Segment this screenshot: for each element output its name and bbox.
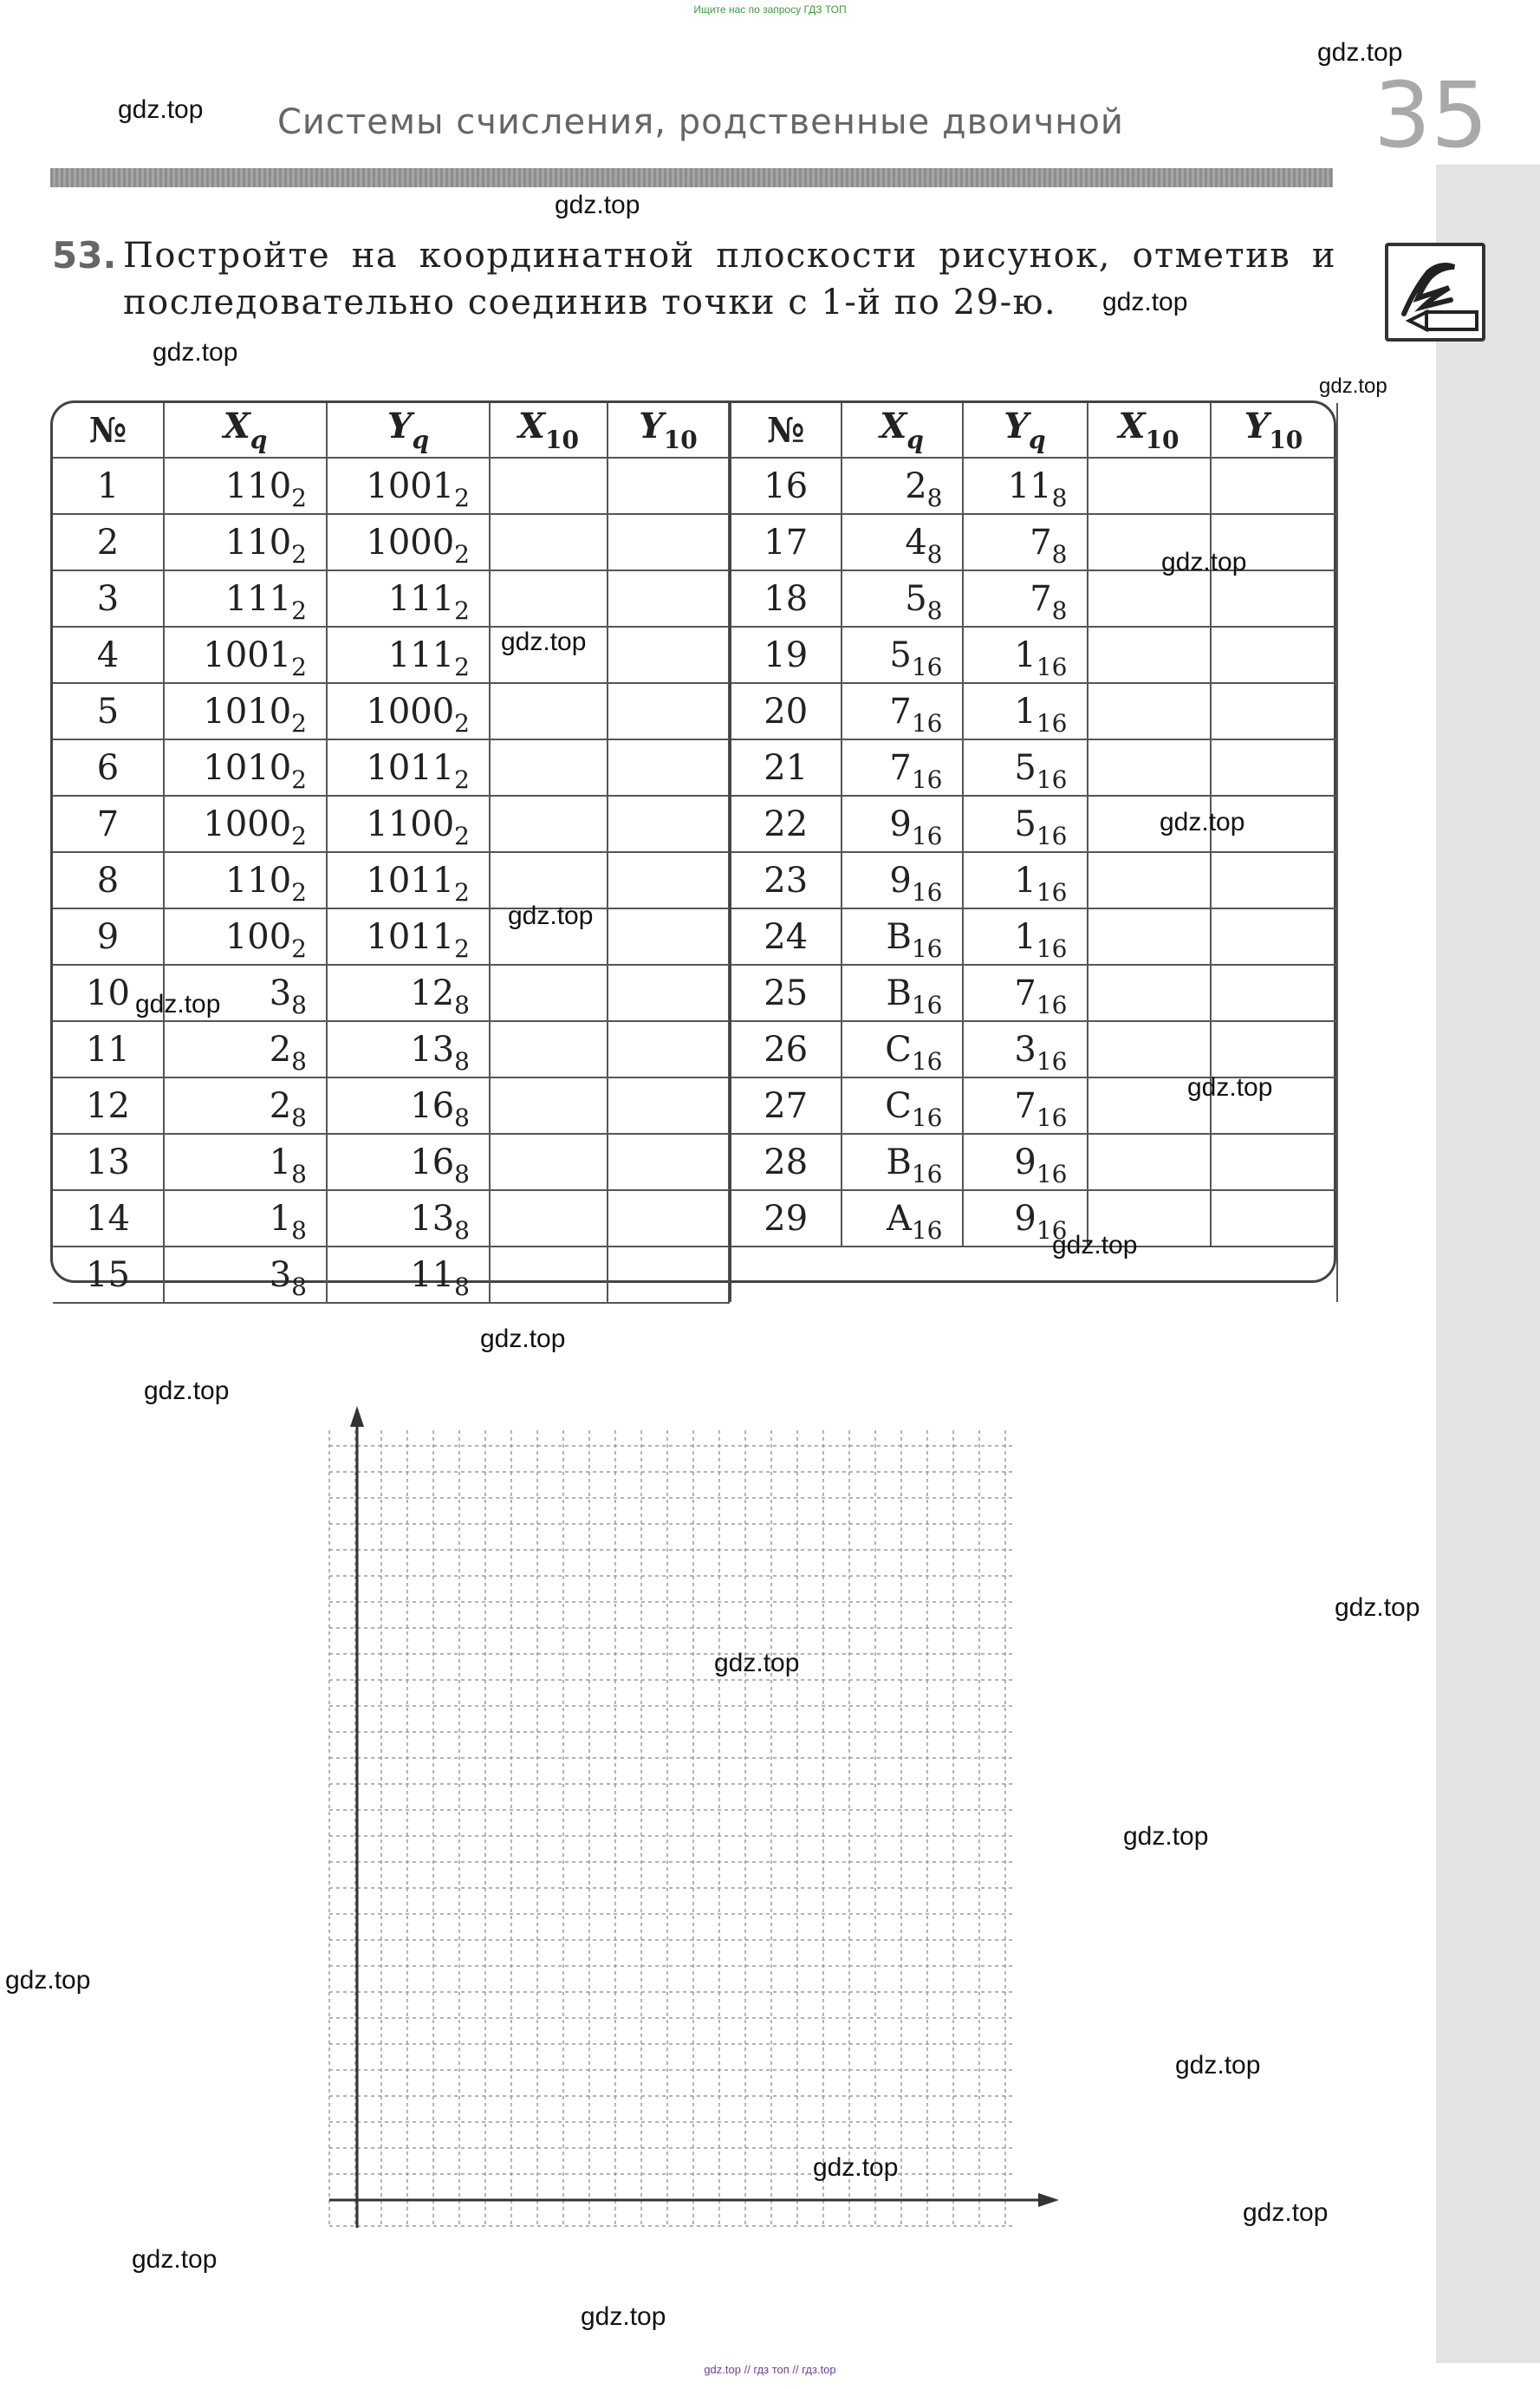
cell-number: 13	[53, 1134, 164, 1190]
table-row	[731, 796, 1337, 852]
table-row	[53, 627, 729, 683]
cell-x-q: $B_{16}$	[841, 1134, 963, 1190]
cell-y-q: $7_8$	[963, 514, 1088, 570]
cell-x-10[interactable]	[490, 796, 608, 852]
cell-x-q: $1_8$	[164, 1190, 327, 1247]
cell-y-10[interactable]	[608, 908, 729, 965]
cell-y-q: $111_2$	[327, 627, 490, 683]
cell-x-q: $7_{16}$	[841, 739, 963, 796]
watermark: gdz.top	[1160, 808, 1245, 836]
cell-number: 10	[53, 965, 164, 1021]
watermark: gdz.top	[1175, 2051, 1261, 2080]
cell-y-q: $1011_2$	[327, 852, 490, 908]
cell-y-q: $7_{16}$	[963, 1077, 1088, 1134]
cell-y-q: $1001_2$	[327, 458, 490, 514]
watermark: gdz.top	[1335, 1593, 1420, 1622]
cell-x-10[interactable]	[490, 1134, 608, 1190]
table-row	[731, 570, 1337, 627]
cell-x-10[interactable]	[1088, 1134, 1211, 1190]
col-header-no: №	[53, 403, 164, 458]
cell-y-10[interactable]	[1211, 1190, 1337, 1247]
cell-number: 4	[53, 627, 164, 683]
table-row	[731, 908, 1337, 965]
cell-y-q: $7_{16}$	[963, 965, 1088, 1021]
watermark: gdz.top	[5, 1966, 91, 1995]
cell-x-10[interactable]	[490, 965, 608, 1021]
cell-x-q: $9_{16}$	[841, 796, 963, 852]
watermark: gdz.top	[1102, 288, 1188, 316]
cell-y-q: $3_{16}$	[963, 1021, 1088, 1077]
table-row	[53, 1190, 729, 1247]
cell-y-10[interactable]	[1211, 1021, 1337, 1077]
cell-y-10[interactable]	[608, 1134, 729, 1190]
table-row	[731, 1021, 1337, 1077]
cell-x-q: $1001_2$	[164, 627, 327, 683]
cell-number: 12	[53, 1077, 164, 1134]
cell-y-10[interactable]	[608, 570, 729, 627]
cell-number: 24	[731, 908, 841, 965]
x-axis-arrow	[1038, 2193, 1059, 2207]
cell-y-q: $11_8$	[327, 1247, 490, 1303]
cell-number: 6	[53, 739, 164, 796]
cell-number: 22	[731, 796, 841, 852]
table-row	[53, 458, 729, 514]
watermark: gdz.top	[714, 1649, 800, 1677]
cell-y-q: $1100_2$	[327, 796, 490, 852]
cell-number: 7	[53, 796, 164, 852]
cell-x-q: $C_{16}$	[841, 1021, 963, 1077]
pencil-icon	[1385, 243, 1485, 342]
cell-y-10[interactable]	[608, 514, 729, 570]
chapter-title: Системы счисления, родственные двоичной	[277, 102, 1124, 142]
cell-y-10[interactable]	[1211, 570, 1337, 627]
table-row	[731, 852, 1337, 908]
cell-y-q: $1011_2$	[327, 908, 490, 965]
watermark: gdz.top	[501, 628, 587, 656]
col-header-yq: $Y_q$	[327, 403, 490, 458]
cell-x-q: $2_8$	[841, 458, 963, 514]
cell-x-q: $1010_2$	[164, 739, 327, 796]
cell-x-q: $4_8$	[841, 514, 963, 570]
cell-y-10[interactable]	[608, 627, 729, 683]
col-header-no: №	[731, 403, 841, 458]
cell-y-10[interactable]	[608, 965, 729, 1021]
cell-number: 15	[53, 1247, 164, 1303]
table-row	[731, 683, 1337, 739]
watermark: gdz.top	[1317, 38, 1403, 67]
cell-x-q: $1010_2$	[164, 683, 327, 739]
table-row	[731, 1134, 1337, 1190]
watermark: gdz.top	[153, 338, 238, 367]
bottom-note: gdz.top // гдз топ // гдз.top	[704, 2363, 836, 2376]
table-row	[53, 1077, 729, 1134]
cell-number: 17	[731, 514, 841, 570]
cell-number: 23	[731, 852, 841, 908]
cell-number: 20	[731, 683, 841, 739]
top-note: Ищите нас по запросу ГДЗ ТОП	[693, 3, 847, 16]
cell-x-q: $9_{16}$	[841, 852, 963, 908]
watermark: gdz.top	[1052, 1231, 1138, 1260]
watermark: gdz.top	[132, 2245, 218, 2274]
table-row	[53, 739, 729, 796]
cell-x-q: $3_8$	[164, 965, 327, 1021]
cell-x-10[interactable]	[1088, 458, 1211, 514]
cell-y-10[interactable]	[608, 852, 729, 908]
cell-x-q: $1_8$	[164, 1134, 327, 1190]
cell-x-q: $3_8$	[164, 1247, 327, 1303]
cell-y-10[interactable]	[608, 1077, 729, 1134]
cell-x-10[interactable]	[490, 1190, 608, 1247]
table-row	[731, 739, 1337, 796]
cell-y-q: $9_{16}$	[963, 1190, 1088, 1247]
watermark: gdz.top	[1187, 1073, 1273, 1102]
cell-x-q: $B_{16}$	[841, 908, 963, 965]
table-row	[53, 908, 729, 965]
cell-x-10[interactable]	[490, 570, 608, 627]
cell-x-q: $110_2$	[164, 514, 327, 570]
table-row	[731, 458, 1337, 514]
cell-y-q: $16_8$	[327, 1077, 490, 1134]
cell-y-q: $16_8$	[327, 1134, 490, 1190]
coordinate-grid	[321, 1404, 1066, 2236]
cell-x-q: $5_8$	[841, 570, 963, 627]
cell-y-10[interactable]	[608, 1021, 729, 1077]
cell-y-q: $11_8$	[963, 458, 1088, 514]
cell-x-q: $100_2$	[164, 908, 327, 965]
watermark: gdz.top	[1243, 2198, 1329, 2227]
cell-y-q: $1_{16}$	[963, 627, 1088, 683]
table-row	[53, 1021, 729, 1077]
cell-y-q: $13_8$	[327, 1190, 490, 1247]
watermark: gdz.top	[1319, 374, 1387, 398]
cell-y-q: $1_{16}$	[963, 683, 1088, 739]
cell-y-10[interactable]	[608, 739, 729, 796]
col-header-xq: $X_q$	[164, 403, 327, 458]
cell-number: 16	[731, 458, 841, 514]
watermark: gdz.top	[813, 2153, 899, 2182]
col-header-y10: $Y_{10}$	[1211, 403, 1337, 458]
cell-x-10[interactable]	[490, 739, 608, 796]
watermark: gdz.top	[555, 191, 640, 219]
watermark: gdz.top	[581, 2302, 666, 2331]
table-row	[53, 1247, 729, 1303]
cell-x-10[interactable]	[490, 852, 608, 908]
cell-x-10[interactable]	[490, 1247, 608, 1303]
cell-x-q: $7_{16}$	[841, 683, 963, 739]
table-left	[53, 403, 730, 1304]
cell-y-10[interactable]	[1211, 908, 1337, 965]
watermark: gdz.top	[1161, 548, 1247, 576]
task-number: 53.	[52, 234, 117, 277]
cell-number: 19	[731, 627, 841, 683]
table-row	[53, 796, 729, 852]
cell-x-q: $2_8$	[164, 1021, 327, 1077]
cell-x-10[interactable]	[490, 1077, 608, 1134]
watermark: gdz.top	[144, 1377, 230, 1405]
cell-number: 28	[731, 1134, 841, 1190]
cell-number: 26	[731, 1021, 841, 1077]
watermark: gdz.top	[135, 990, 221, 1019]
cell-x-10[interactable]	[490, 514, 608, 570]
cell-x-10[interactable]	[1088, 1021, 1211, 1077]
cell-y-10[interactable]	[608, 683, 729, 739]
cell-number: 2	[53, 514, 164, 570]
table-row	[731, 965, 1337, 1021]
cell-x-10[interactable]	[490, 458, 608, 514]
cell-number: 14	[53, 1190, 164, 1247]
cell-y-10[interactable]	[608, 796, 729, 852]
table-right	[729, 403, 1338, 1302]
table-row	[53, 514, 729, 570]
table-row	[53, 852, 729, 908]
cell-y-q: $1011_2$	[327, 739, 490, 796]
cell-x-q: $A_{16}$	[841, 1190, 963, 1247]
cell-x-q: $B_{16}$	[841, 965, 963, 1021]
cell-number: 3	[53, 570, 164, 627]
table-row-empty	[731, 1247, 1337, 1302]
cell-y-10[interactable]	[608, 458, 729, 514]
cell-y-q: $5_{16}$	[963, 739, 1088, 796]
cell-x-10[interactable]	[1088, 965, 1211, 1021]
cell-number: 1	[53, 458, 164, 514]
coordinates-table	[50, 400, 1336, 1301]
cell-number: 5	[53, 683, 164, 739]
cell-x-q: $5_{16}$	[841, 627, 963, 683]
table-row	[731, 627, 1337, 683]
cell-x-10[interactable]	[1088, 627, 1211, 683]
cell-y-10[interactable]	[1211, 965, 1337, 1021]
watermark: gdz.top	[118, 95, 204, 124]
cell-x-10[interactable]	[1088, 739, 1211, 796]
cell-y-q: $12_8$	[327, 965, 490, 1021]
cell-x-10[interactable]	[1088, 570, 1211, 627]
cell-y-q: $1_{16}$	[963, 852, 1088, 908]
cell-number: 11	[53, 1021, 164, 1077]
header-divider	[50, 168, 1333, 187]
col-header-yq: $Y_q$	[963, 403, 1088, 458]
cell-y-q: $13_8$	[327, 1021, 490, 1077]
col-header-y10: $Y_{10}$	[608, 403, 729, 458]
table-row	[53, 683, 729, 739]
col-header-x10: $X_{10}$	[1088, 403, 1211, 458]
cell-y-q: $1000_2$	[327, 514, 490, 570]
cell-y-10[interactable]	[1211, 458, 1337, 514]
cell-x-10[interactable]	[490, 683, 608, 739]
watermark: gdz.top	[1123, 1822, 1209, 1851]
cell-x-10[interactable]	[490, 1021, 608, 1077]
y-axis-arrow	[350, 1406, 364, 1427]
watermark: gdz.top	[508, 902, 594, 930]
col-header-xq: $X_q$	[841, 403, 963, 458]
cell-x-10[interactable]	[1088, 908, 1211, 965]
table-row	[53, 1134, 729, 1190]
cell-number: 9	[53, 908, 164, 965]
cell-x-q: $111_2$	[164, 570, 327, 627]
cell-y-q: $7_8$	[963, 570, 1088, 627]
cell-x-q: $1000_2$	[164, 796, 327, 852]
cell-x-q: $110_2$	[164, 852, 327, 908]
cell-x-q: $2_8$	[164, 1077, 327, 1134]
cell-y-10[interactable]	[1211, 1134, 1337, 1190]
cell-number: 25	[731, 965, 841, 1021]
page-number: 35	[1374, 62, 1489, 168]
cell-y-q: $1_{16}$	[963, 908, 1088, 965]
watermark: gdz.top	[480, 1325, 566, 1353]
cell-x-10[interactable]	[1088, 683, 1211, 739]
cell-y-10[interactable]	[1211, 852, 1337, 908]
cell-y-10[interactable]	[1211, 683, 1337, 739]
table-row	[53, 570, 729, 627]
task-text: Постройте на координатной плоскости рисунок, отметив и последовательно соединив точки с 1-й по 29-ю.	[123, 236, 1336, 322]
cell-y-10[interactable]	[1211, 627, 1337, 683]
cell-y-10[interactable]	[1211, 739, 1337, 796]
col-header-x10: $X_{10}$	[490, 403, 608, 458]
cell-y-10[interactable]	[608, 1190, 729, 1247]
cell-y-q: $1000_2$	[327, 683, 490, 739]
cell-number: 27	[731, 1077, 841, 1134]
table-row	[731, 1190, 1337, 1247]
cell-x-q: $C_{16}$	[841, 1077, 963, 1134]
cell-number: 29	[731, 1190, 841, 1247]
cell-y-q: $5_{16}$	[963, 796, 1088, 852]
cell-number: 8	[53, 852, 164, 908]
cell-number: 21	[731, 739, 841, 796]
cell-x-10[interactable]	[1088, 852, 1211, 908]
cell-y-10[interactable]	[608, 1247, 729, 1303]
cell-y-q: $9_{16}$	[963, 1134, 1088, 1190]
cell-y-q: $111_2$	[327, 570, 490, 627]
cell-x-q: $110_2$	[164, 458, 327, 514]
cell-number: 18	[731, 570, 841, 627]
side-strip	[1436, 165, 1540, 2363]
